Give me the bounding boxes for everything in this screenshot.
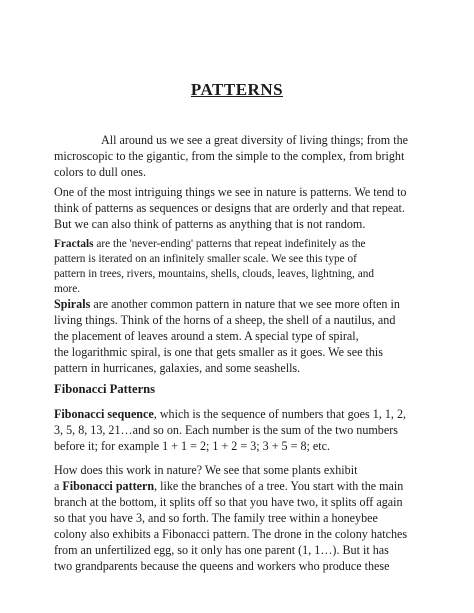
fractals-line: Fractals are the 'never-ending' patterns that repeat indefinitely as the [54, 238, 366, 250]
paragraph-2-line: think of patterns as sequences or designs that are orderly and that repeat. [54, 201, 405, 215]
page-title: PATTERNS [190, 80, 284, 99]
nature-paragraph-line: a Fibonacci pattern, like the branches of a tree. You start with the main [54, 479, 404, 493]
spirals-line: the logarithmic spiral, is one that gets smaller as it goes. We see this [54, 345, 383, 359]
spirals-term: Spirals [54, 297, 91, 311]
nature-paragraph-line: colony also exhibits a Fibonacci pattern. The drone in the colony hatches [54, 527, 408, 541]
spirals-line: Spirals are another common pattern in nature that we see more often in [54, 297, 400, 311]
spirals-line: the placement of leaves around a stem. A special type of spiral, [54, 329, 359, 343]
fibonacci-pattern-term: Fibonacci pattern [62, 479, 155, 493]
paragraph-1-line: colors to dull ones. [54, 165, 147, 179]
paragraph-1-line: All around us we see a great diversity of living things; from the [101, 133, 408, 147]
fractals-line: pattern in trees, rivers, mountains, shells, clouds, leaves, lightning, and [54, 268, 375, 280]
spirals-line: living things. Think of the horns of a sheep, the shell of a nautilus, and [54, 313, 396, 327]
fractals-line: pattern is iterated on an infinitely smaller scale. We see this type of [54, 253, 357, 265]
paragraph-2-line: One of the most intriguing things we see in nature is patterns. We tend to [54, 185, 407, 199]
fibonacci-heading: Fibonacci Patterns [54, 382, 156, 396]
fibonacci-sequence-line: 3, 5, 8, 13, 21…and so on. Each number is the sum of the two numbers [54, 423, 398, 437]
paragraph-1-line: microscopic to the gigantic, from the simple to the complex, from bright [54, 149, 405, 163]
spirals-line: pattern in hurricanes, galaxies, and some seashells. [54, 361, 301, 375]
fractals-term: Fractals [54, 238, 94, 250]
fibonacci-sequence-term: Fibonacci sequence [54, 407, 154, 421]
fibonacci-sequence-line: Fibonacci sequence, which is the sequence of numbers that goes 1, 1, 2, [54, 407, 407, 421]
nature-paragraph-line: so that you have 3, and so forth. The family tree within a honeybee [54, 511, 378, 525]
fractals-line: more. [54, 283, 81, 295]
nature-paragraph-line: two grandparents because the queens and workers who produce these [54, 559, 390, 573]
fibonacci-sequence-line: before it; for example 1 + 1 = 2; 1 + 2 = 3; 3 + 5 = 8; etc. [54, 439, 331, 453]
paragraph-2-line: But we can also think of patterns as anything that is not random. [54, 217, 366, 231]
nature-paragraph-line: branch at the bottom, it splits off so that you have two, it splits off again [54, 495, 403, 509]
nature-paragraph-line: How does this work in nature? We see that some plants exhibit [54, 463, 358, 477]
nature-paragraph-line: from an unfertilized egg, so it only has one parent (1, 1…). But it has [54, 543, 389, 557]
